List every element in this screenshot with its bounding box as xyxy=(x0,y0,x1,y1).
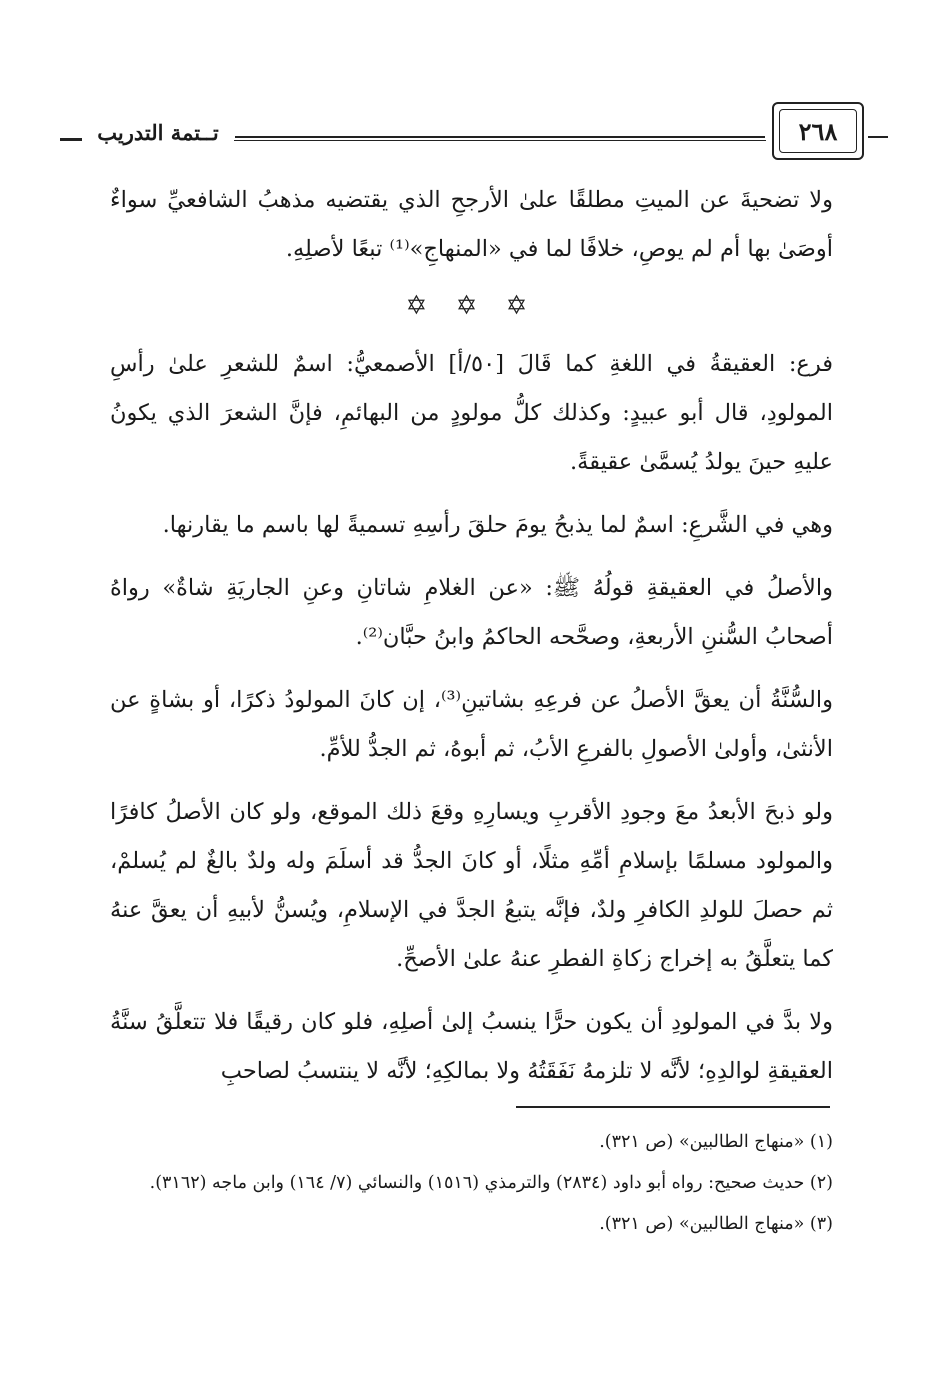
running-title: تــتمة التدريب xyxy=(97,120,219,145)
paragraph: ولا تضحيةَ عن الميتِ مطلقًا علىٰ الأرجحِ الذي يقتضيه مذهبُ الشافعيِّ سواءٌ أوصَىٰ بها أم لم يوصِ، خلافًا لما في «المنهاجِ»⁽¹⁾ تبعًا لأصلِهِ. xyxy=(110,187,833,262)
footnote: (١) «منهاج الطالبين» (ص ٣٢١). xyxy=(599,1132,833,1152)
header-rule-right xyxy=(868,136,888,138)
main-text xyxy=(110,176,833,1096)
paragraph: ولو ذبحَ الأبعدُ معَ وجودِ الأقربِ ويسارِهِ وقعَ ذلك الموقع، ولو كان الأصلُ كافرًا والمولود مسلمًا بإسلامِ أمِّهِ مثلًا، أو كانَ الجدُّ قد أسلَمَ وله ولدٌ بالغٌ لم يُسلمْ، ثم حصلَ للولدِ الكافرِ ولدٌ، فإنَّه يتبعُ الجدَّ في الإسلامِ، ويُسنُّ لأبيهِ أن يعقَّ عنهُ كما يتعلَّقُ به إخراج زكاةِ الفطرِ عنهُ علىٰ الأصحِّ. xyxy=(110,799,833,972)
header-rule xyxy=(235,136,765,138)
header-rule-thin xyxy=(234,140,766,141)
page-number: ٢٦٨ xyxy=(779,109,857,153)
page-number-frame xyxy=(772,102,864,160)
footnote: (٢) حديث صحيح: رواه أبو داود (٢٨٣٤) والترمذي (١٥١٦) والنسائي (٧/ ١٦٤) وابن ماجه (٣١٦٢). xyxy=(149,1173,833,1193)
paragraph: والسُّنَّةُ أن يعقَّ الأصلُ عن فرعِهِ بشاتينِ⁽³⁾، إن كانَ المولودُ ذكرًا، أو بشاةٍ عن الأنثىٰ، وأولىٰ الأصولِ بالفرعِ الأبُ، ثم أبوهُ، ثم الجدُّ للأمِّ. xyxy=(110,687,833,762)
paragraph: فرع: العقيقةُ في اللغةِ كما قَالَ [٥٠/أ] الأصمعيُّ: اسمٌ للشعرِ علىٰ رأسِ المولودِ، قال أبو عبيدٍ: وكذلك كلُّ مولودٍ من البهائمِ، فإنَّ الشعرَ الذي يكونُ عليهِ حينَ يولدُ يُسمَّىٰ عقيقةً. xyxy=(110,351,833,475)
footnotes xyxy=(110,1124,833,1247)
paragraph: ولا بدَّ في المولودِ أن يكون حرًّا ينسبُ إلىٰ أصلِهِ، فلو كان رقيقًا فلا تتعلَّقُ سنَّةُ العقيقةِ لوالدِهِ؛ لأنَّه لا تلزمهُ نَفَقَتُهُ ولا بمالكِهِ؛ لأنَّه لا ينتسبُ لصاحبِ xyxy=(110,1009,833,1084)
footnote: (٣) «منهاج الطالبين» (ص ٣٢١). xyxy=(599,1214,833,1234)
header-dash xyxy=(60,138,82,141)
paragraph: وهي في الشَّرعِ: اسمٌ لما يذبحُ يومَ حلقَ رأسِهِ تسميةً لها باسم ما يقارنها. xyxy=(162,512,833,538)
page-header xyxy=(60,98,888,170)
footnote-separator xyxy=(516,1106,830,1108)
section-ornament-icon: ✡ ✡ ✡ xyxy=(405,291,538,321)
paragraph: والأصلُ في العقيقةِ قولُهُ ﷺ: «عن الغلامِ شاتانِ وعنِ الجاريَةِ شاةٌ» رواهُ أصحابُ السُّننِ الأربعةِ، وصحَّحه الحاكمُ وابنُ حبَّان⁽²⁾. xyxy=(110,575,833,650)
